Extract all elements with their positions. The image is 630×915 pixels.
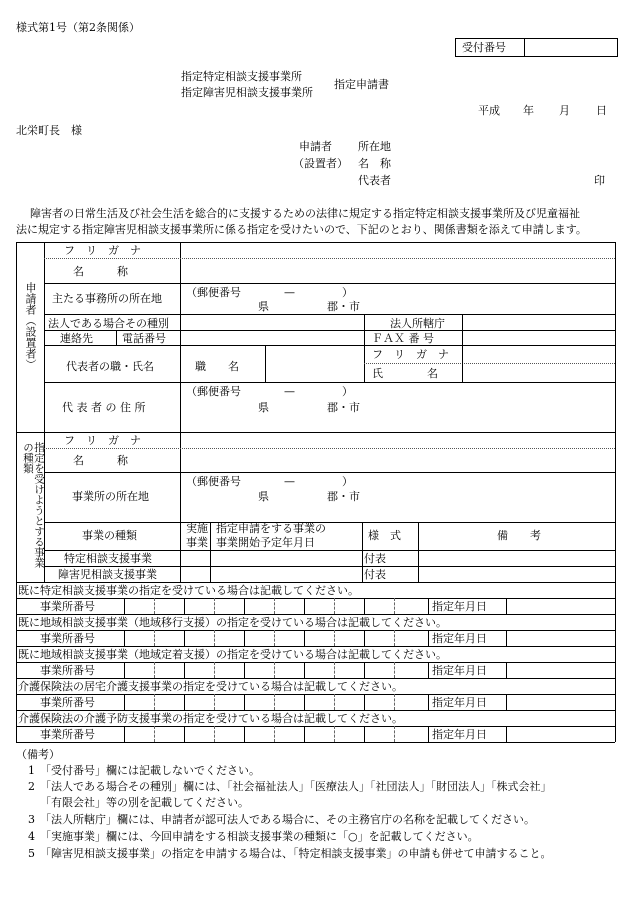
s1-rep-furigana-label: フ リ ガ ナ (372, 348, 449, 361)
s2-implement-1: 実施 (186, 522, 208, 535)
note-4-text: 「実施事業」欄には、今回申請をする相談支援事業の種類に「○」を記載してください。 (40, 830, 479, 843)
existing-note-4: 介護保険法の居宅介護支援事業の指定を受けている場合は記載してください。 (18, 680, 403, 693)
existing-num-label-5: 事業所番号 (40, 728, 95, 741)
note-5-num: 5 (28, 847, 35, 860)
s1-furigana-label: フ リ ガ ナ (64, 244, 141, 257)
digit-cell-divider (184, 598, 185, 614)
s1-paren: ） (342, 286, 353, 299)
digit-cell-divider (334, 694, 335, 710)
digit-cell-divider (334, 598, 335, 614)
digit-cell-divider (154, 694, 155, 710)
s2-row1-form: 付表 (364, 552, 386, 565)
digit-cell-divider (214, 694, 215, 710)
s1-rep-pref: 県 (258, 401, 269, 414)
s1-rep-dash: — (284, 385, 295, 398)
note-1-text: 「受付番号」欄には記載しないでください。 (40, 764, 260, 777)
s1-pref: 県 (258, 300, 269, 313)
existing-date-label-2: 指定年月日 (432, 632, 487, 645)
digit-cell-divider (506, 630, 507, 646)
s1-rep-name-label: 氏 名 (372, 367, 438, 380)
intro-line2: 法に規定する指定障害児相談支援事業所に係る指定を受けたいので、下記のとおり、関係書類を添えて申請します。 (16, 223, 587, 236)
digit-cell-divider (364, 726, 365, 742)
digit-cell-divider (364, 694, 365, 710)
digit-cell-divider (274, 598, 275, 614)
s1-dash: — (284, 286, 295, 299)
digit-cell-divider (304, 630, 305, 646)
s2-pref: 県 (258, 490, 269, 503)
s1-corp-office-label: 法人所轄庁 (390, 317, 445, 330)
digit-cell-divider (364, 630, 365, 646)
digit-cell-divider (244, 726, 245, 742)
digit-cell-divider (304, 694, 305, 710)
digit-cell-divider (428, 726, 429, 742)
applicant-role: 申請者 (299, 140, 332, 153)
digit-cell-divider (334, 726, 335, 742)
digit-cell-divider (506, 598, 507, 614)
s2-planned-2: 事業開始予定年月日 (216, 536, 315, 549)
digit-cell-divider (506, 662, 507, 678)
section2-side-label: 指定を受けようとする事業の種類 (22, 442, 45, 568)
existing-date-label-1: 指定年月日 (432, 600, 487, 613)
date-month: 月 (559, 104, 570, 117)
intro-line1: 障害者の日常生活及び社会生活を総合的に支援するための法律に規定する指定特定相談支援事業所及び児童福祉 (30, 207, 580, 220)
existing-num-label-1: 事業所番号 (40, 600, 95, 613)
notes-heading: （備考） (16, 748, 60, 761)
digit-cell-divider (428, 598, 429, 614)
note-3-num: 3 (28, 813, 35, 826)
digit-cell-divider (334, 630, 335, 646)
digit-cell-divider (428, 694, 429, 710)
digit-cell-divider (154, 726, 155, 742)
digit-cell-divider (394, 726, 395, 742)
digit-cell-divider (124, 726, 125, 742)
s2-row2-form: 付表 (364, 568, 386, 581)
s2-city: 郡・市 (327, 490, 360, 503)
s1-city: 郡・市 (327, 300, 360, 313)
s2-style-header: 様 式 (368, 529, 401, 542)
form-id: 様式第1号（第2条関係） (16, 21, 140, 34)
note-3-text: 「法人所轄庁」欄には、申請者が認可法人である場合に、その主務官庁の名称を記載してください。 (40, 813, 535, 826)
s2-planned-1: 指定申請をする事業の (216, 522, 326, 535)
existing-num-label-4: 事業所番号 (40, 696, 95, 709)
s1-rep-label: 代表者の職・氏名 (66, 360, 154, 373)
s1-postal: （郵便番号 (186, 286, 241, 299)
s1-rep-paren: ） (342, 385, 353, 398)
s2-dash: — (284, 475, 295, 488)
addressee: 北栄町長 様 (16, 124, 82, 137)
s1-name-label: 名 称 (73, 265, 128, 278)
digit-cell-divider (274, 630, 275, 646)
s1-position-label: 職 名 (195, 360, 239, 373)
digit-cell-divider (124, 694, 125, 710)
digit-cell-divider (304, 598, 305, 614)
s2-remarks-header: 備 考 (497, 529, 541, 542)
s1-fax-label: ＦＡＸ 番 号 (372, 332, 434, 345)
digit-cell-divider (428, 662, 429, 678)
notes-section (16, 748, 60, 761)
digit-cell-divider (506, 726, 507, 742)
note-2-text: 「法人である場合その種別」欄には、「社会福祉法人」「医療法人」「社団法人」「財団法人」「株式会社」 (40, 780, 552, 793)
digit-cell-divider (274, 694, 275, 710)
digit-cell-divider (304, 726, 305, 742)
digit-cell-divider (428, 630, 429, 646)
applicant-address: 所在地 (358, 140, 391, 153)
digit-cell-divider (274, 726, 275, 742)
applicant-rep: 代表者 (358, 174, 391, 187)
note-4-num: 4 (28, 830, 35, 843)
digit-cell-divider (154, 630, 155, 646)
s1-rep-address-label: 代 表 者 の 住 所 (62, 401, 146, 414)
digit-cell-divider (214, 662, 215, 678)
existing-num-label-3: 事業所番号 (40, 664, 95, 677)
date-era: 平成 (478, 104, 500, 117)
digit-cell-divider (214, 726, 215, 742)
title-suffix: 指定申請書 (334, 78, 389, 91)
s2-row1-name: 特定相談支援事業 (64, 552, 152, 565)
digit-cell-divider (304, 662, 305, 678)
digit-cell-divider (244, 662, 245, 678)
existing-note-2: 既に地域相談支援事業（地域移行支援）の指定を受けている場合は記載してください。 (18, 616, 447, 629)
digit-cell-divider (184, 694, 185, 710)
s1-corp-type-label: 法人である場合その種別 (48, 317, 169, 330)
s2-office-addr-label: 事業所の所在地 (72, 490, 149, 503)
digit-cell-divider (364, 598, 365, 614)
applicant-role-alt: （設置者） (293, 157, 348, 170)
s1-rep-city: 郡・市 (327, 401, 360, 414)
existing-note-3: 既に地域相談支援事業（地域定着支援）の指定を受けている場合は記載してください。 (18, 648, 447, 661)
s2-biz-type-header: 事業の種類 (82, 529, 137, 542)
digit-cell-divider (184, 630, 185, 646)
existing-date-label-5: 指定年月日 (432, 728, 487, 741)
applicant-name: 名 称 (358, 157, 391, 170)
s2-name-label: 名 称 (73, 454, 128, 467)
s1-rep-postal: （郵便番号 (186, 385, 241, 398)
s1-contact-label: 連絡先 (60, 332, 93, 345)
note-2-num: 2 (28, 780, 35, 793)
date-day: 日 (596, 104, 607, 117)
s2-postal: （郵便番号 (186, 475, 241, 488)
existing-num-label-2: 事業所番号 (40, 632, 95, 645)
digit-cell-divider (124, 598, 125, 614)
digit-cell-divider (184, 662, 185, 678)
digit-cell-divider (214, 630, 215, 646)
date-year: 年 (523, 104, 534, 117)
digit-cell-divider (334, 662, 335, 678)
receipt-label: 受付番号 (462, 41, 506, 54)
digit-cell-divider (124, 630, 125, 646)
s2-row2-name: 障害児相談支援事業 (58, 568, 157, 581)
s1-main-office-label: 主たる事務所の所在地 (52, 292, 162, 305)
digit-cell-divider (214, 598, 215, 614)
digit-cell-divider (154, 598, 155, 614)
digit-cell-divider (394, 630, 395, 646)
s2-furigana-label: フ リ ガ ナ (64, 434, 141, 447)
digit-cell-divider (244, 630, 245, 646)
existing-date-label-3: 指定年月日 (432, 664, 487, 677)
s2-implement-2: 事業 (186, 536, 208, 549)
section1-side-label: 申請者（設置者） (24, 282, 37, 370)
title-line2: 指定障害児相談支援事業所 (181, 86, 313, 99)
note-5-text: 「障害児相談支援事業」の指定を申請する場合は、「特定相談支援事業」の申請も併せて申請すること。 (40, 847, 552, 860)
digit-cell-divider (394, 662, 395, 678)
digit-cell-divider (274, 662, 275, 678)
title-line1: 指定特定相談支援事業所 (181, 70, 302, 83)
digit-cell-divider (506, 694, 507, 710)
seal-mark: 印 (594, 174, 605, 187)
s1-phone-label: 電話番号 (122, 332, 166, 345)
digit-cell-divider (364, 662, 365, 678)
existing-note-1: 既に特定相談支援事業の指定を受けている場合は記載してください。 (18, 584, 359, 597)
digit-cell-divider (244, 598, 245, 614)
digit-cell-divider (394, 598, 395, 614)
digit-cell-divider (154, 662, 155, 678)
existing-date-label-4: 指定年月日 (432, 696, 487, 709)
note-1-num: 1 (28, 764, 35, 777)
digit-cell-divider (124, 662, 125, 678)
s2-paren: ） (342, 475, 353, 488)
existing-note-5: 介護保険法の介護予防支援事業の指定を受けている場合は記載してください。 (18, 712, 403, 725)
note-2b-text: 「有限会社」等の別を記載してください。 (40, 796, 249, 809)
digit-cell-divider (394, 694, 395, 710)
digit-cell-divider (184, 726, 185, 742)
digit-cell-divider (244, 694, 245, 710)
